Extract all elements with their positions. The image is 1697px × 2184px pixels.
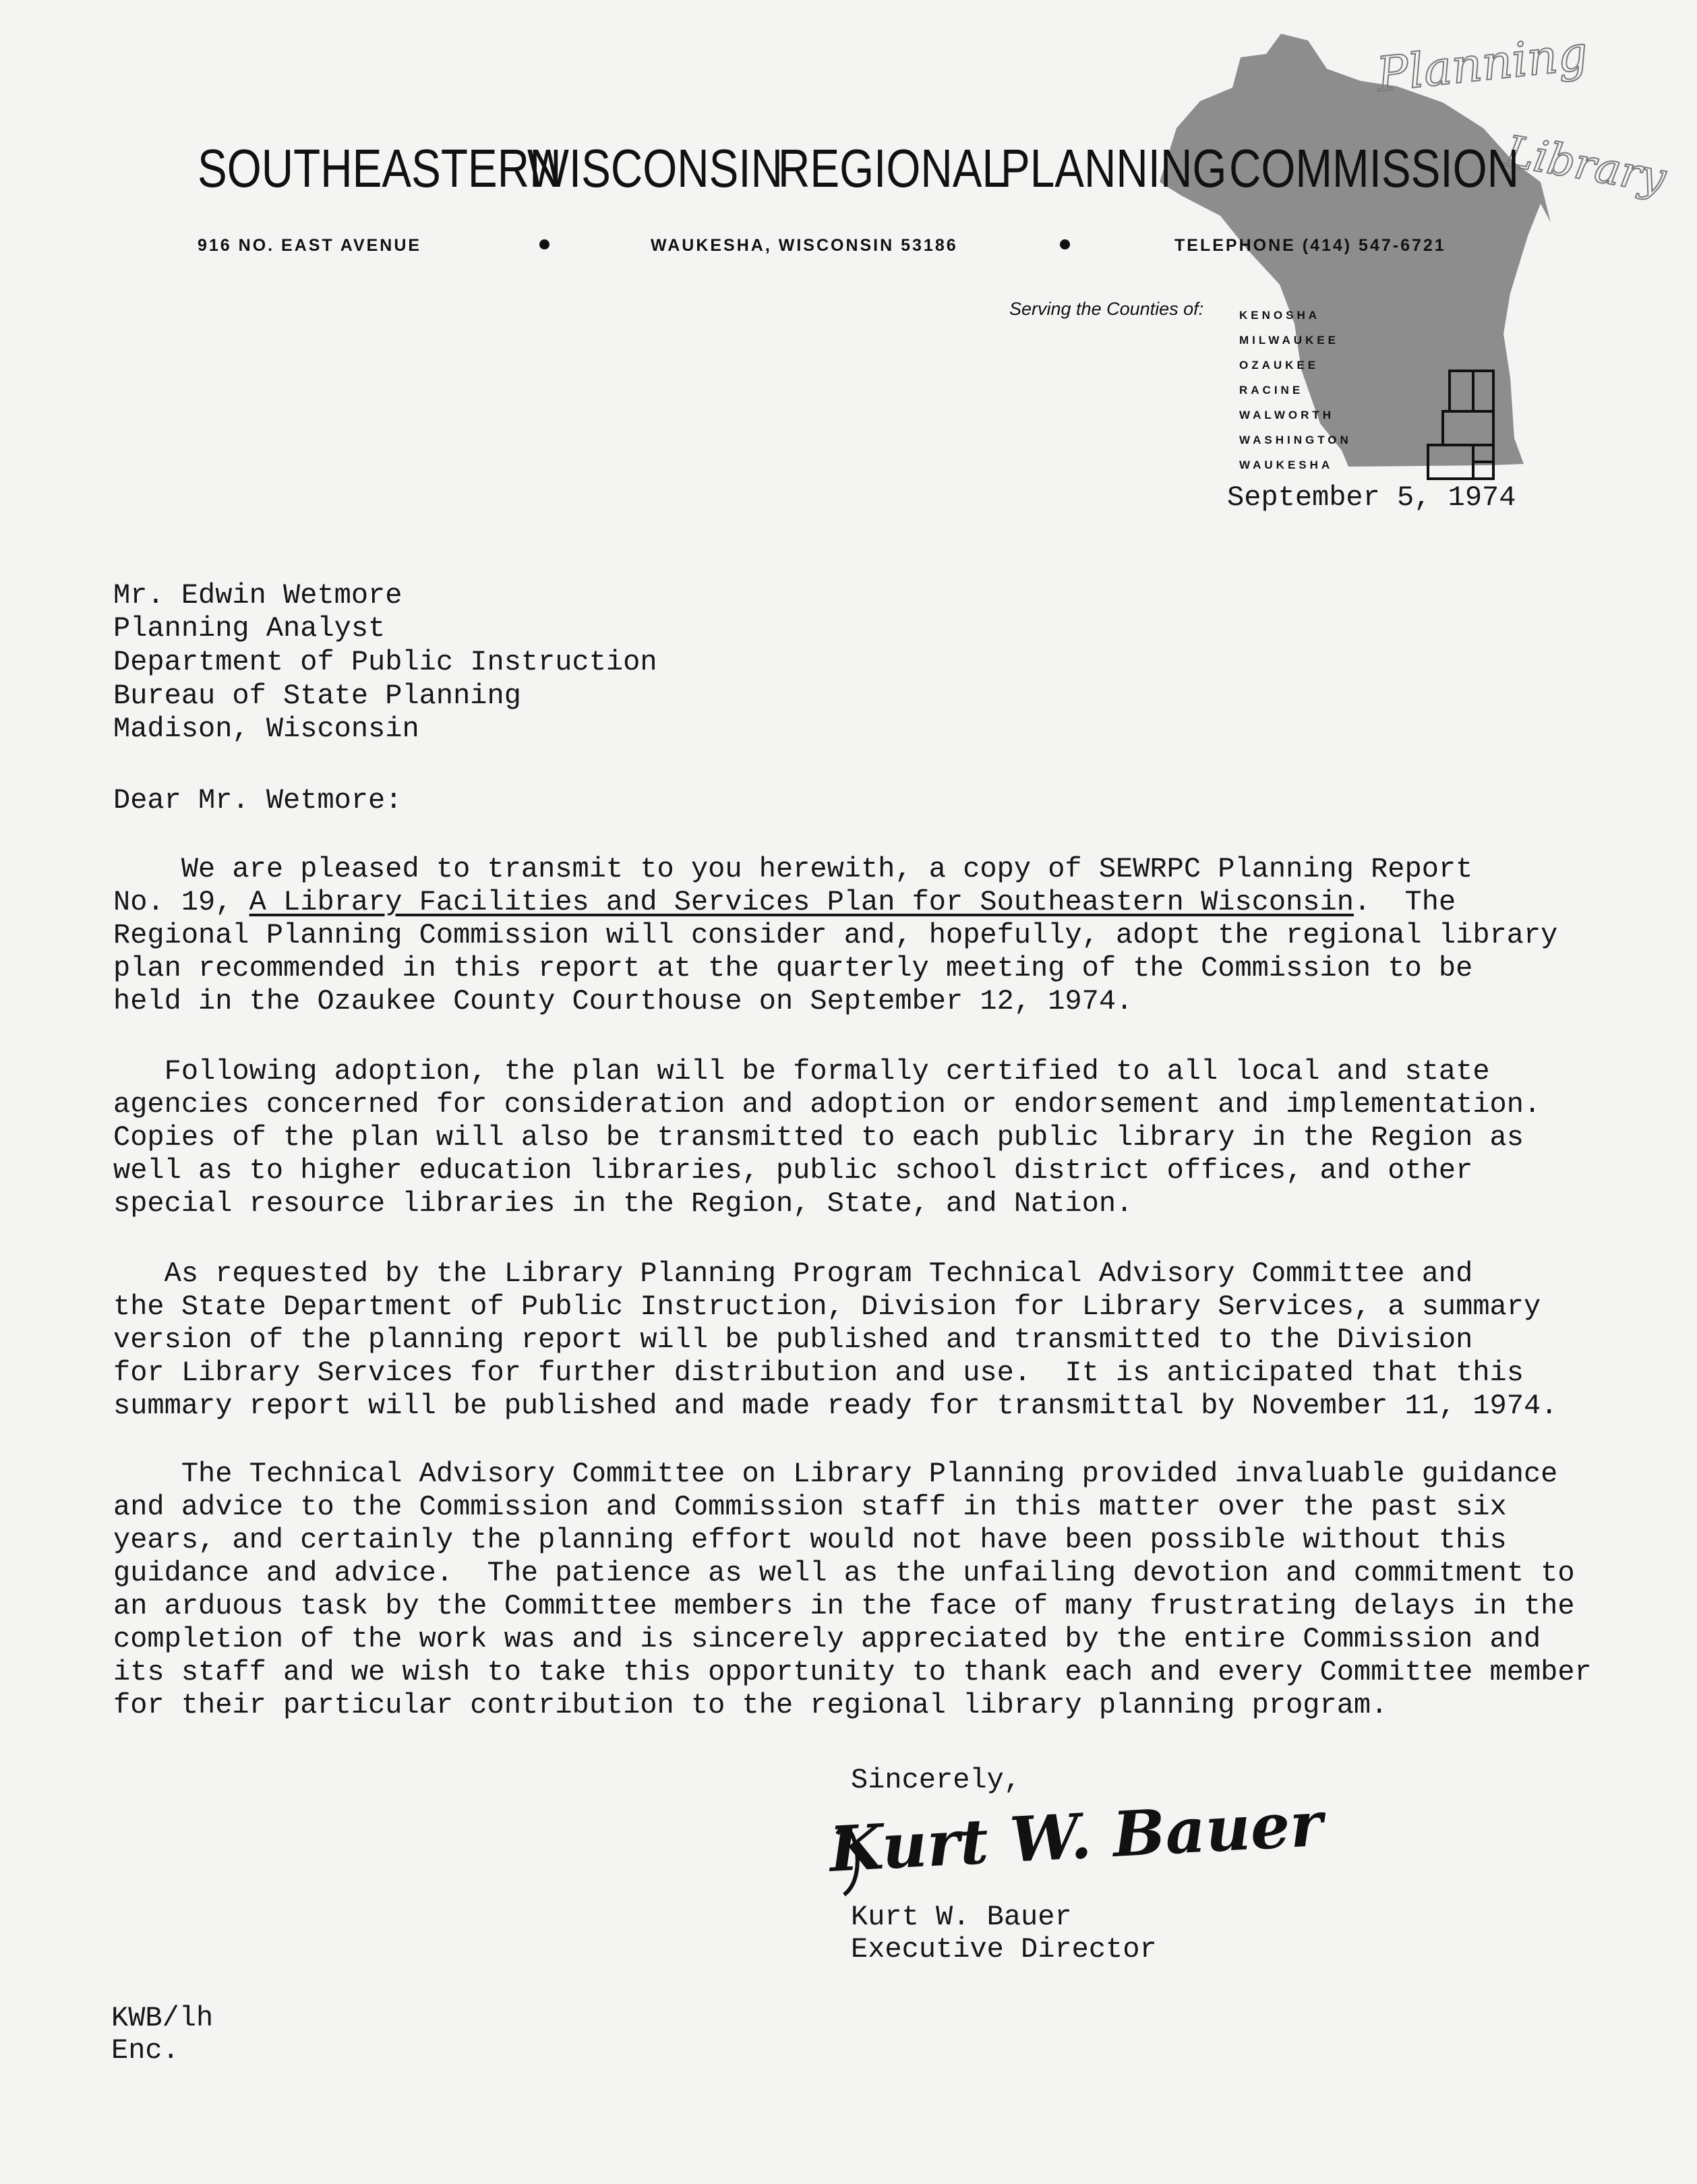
- separator-bullet-icon: [539, 239, 549, 249]
- paragraph-line: The Technical Advisory Committee on Library Planning provided invaluable guidance: [113, 1458, 1558, 1490]
- letterhead-org-word: REGIONAL: [778, 138, 1007, 198]
- paragraph-line: Copies of the plan will also be transmitted to each public library in the Region as: [113, 1121, 1524, 1154]
- paragraph-line: As requested by the Library Planning Program Technical Advisory Committee and: [113, 1258, 1473, 1290]
- salutation: Dear Mr. Wetmore:: [113, 784, 403, 817]
- paragraph-line-text: . The: [1353, 886, 1456, 918]
- body-paragraph: [113, 1258, 1557, 1423]
- paragraph-line: summary report will be published and made ready for transmittal by November 11, 1974.: [113, 1390, 1558, 1422]
- paragraph-line: for Library Services for further distribution and use. It is anticipated that this: [113, 1357, 1524, 1389]
- paragraph-line: held in the Ozaukee County Courthouse on September 12, 1974.: [113, 985, 1133, 1017]
- letter-date: September 5, 1974: [1227, 481, 1516, 514]
- county-name: RACINE: [1239, 384, 1304, 396]
- paragraph-line: Following adoption, the plan will be formally certified to all local and state: [113, 1055, 1490, 1088]
- recipient-line: Madison, Wisconsin: [113, 713, 419, 745]
- paragraph-line: special resource libraries in the Region, State, and Nation.: [113, 1187, 1133, 1220]
- paragraph-line: completion of the work was and is sincerely appreciated by the entire Commission and: [113, 1623, 1541, 1655]
- handwritten-signature: [824, 1787, 1325, 1901]
- body-paragraph: [113, 1458, 1592, 1722]
- recipient-line: Bureau of State Planning: [113, 680, 521, 712]
- letterhead-org-word: PLANNING: [1001, 138, 1227, 198]
- serving-counties-label: Serving the Counties of:: [1009, 299, 1204, 319]
- paragraph-line: We are pleased to transmit to you herewith, a copy of SEWRPC Planning Report: [113, 853, 1473, 885]
- paragraph-line: agencies concerned for consideration and adoption or endorsement and implementation.: [113, 1088, 1541, 1121]
- paragraph-line: version of the planning report will be published and transmitted to the Division: [113, 1324, 1473, 1356]
- paragraph-line: [113, 886, 1557, 919]
- county-name: WALWORTH: [1239, 409, 1335, 421]
- recipient-line: Mr. Edwin Wetmore: [113, 579, 403, 612]
- letterhead-org-word: COMMISSION: [1229, 138, 1520, 198]
- svg-text:Kurt W. Bauer: Kurt W. Bauer: [827, 1787, 1325, 1886]
- paragraph-line: and advice to the Commission and Commission staff in this matter over the past six: [113, 1491, 1507, 1523]
- paragraph-line: plan recommended in this report at the quarterly meeting of the Commission to be: [113, 952, 1473, 984]
- county-name: KENOSHA: [1239, 309, 1321, 322]
- letterhead-city: WAUKESHA, WISCONSIN 53186: [651, 236, 958, 255]
- signer-title: Executive Director: [851, 1933, 1157, 1966]
- body-paragraph: [113, 1055, 1541, 1220]
- paragraph-line: Regional Planning Commission will consider and, hopefully, adopt the regional library: [113, 919, 1558, 951]
- paragraph-line: for their particular contribution to the regional library planning program.: [113, 1689, 1388, 1721]
- county-name: MILWAUKEE: [1239, 334, 1339, 347]
- letterhead-org-word: SOUTHEASTERN: [198, 138, 562, 198]
- closing: Sincerely,: [851, 1764, 1021, 1796]
- body-paragraph: [113, 853, 1557, 1018]
- svg-text:Library: Library: [1501, 126, 1669, 204]
- typist-initials: KWB/lh: [111, 2002, 214, 2034]
- paragraph-line: years, and certainly the planning effort would not have been possible without this: [113, 1524, 1507, 1556]
- paragraph-line: the State Department of Public Instruction, Division for Library Services, a summary: [113, 1291, 1541, 1323]
- separator-bullet-icon: [1060, 239, 1070, 249]
- paragraph-line: guidance and advice. The patience as well as the unfailing devotion and commitment to: [113, 1557, 1575, 1589]
- region-counties-map-icon: [1423, 367, 1504, 482]
- county-name: OZAUKEE: [1239, 359, 1319, 372]
- paragraph-line: its staff and we wish to take this opportunity to thank each and every Committee member: [113, 1656, 1592, 1688]
- signer-name: Kurt W. Bauer: [851, 1901, 1072, 1933]
- recipient-line: Department of Public Instruction: [113, 646, 657, 678]
- paragraph-line: well as to higher education libraries, public school district offices, and other: [113, 1154, 1473, 1187]
- paragraph-line: an arduous task by the Committee members in the face of many frustrating delays in the: [113, 1590, 1575, 1622]
- paragraph-line-text: No. 19,: [113, 886, 249, 918]
- letterhead-telephone: TELEPHONE (414) 547-6721: [1174, 236, 1446, 255]
- svg-text:Planning: Planning: [1374, 25, 1590, 102]
- enclosure-note: Enc.: [111, 2034, 179, 2067]
- letterhead-org-word: WISCONSIN: [527, 138, 783, 198]
- letterhead-address: 916 NO. EAST AVENUE: [198, 236, 422, 255]
- recipient-line: Planning Analyst: [113, 612, 386, 645]
- county-name: WAUKESHA: [1239, 459, 1334, 471]
- report-title: A Library Facilities and Services Plan for Southeastern Wisconsin: [249, 886, 1354, 918]
- county-name: WASHINGTON: [1239, 434, 1352, 446]
